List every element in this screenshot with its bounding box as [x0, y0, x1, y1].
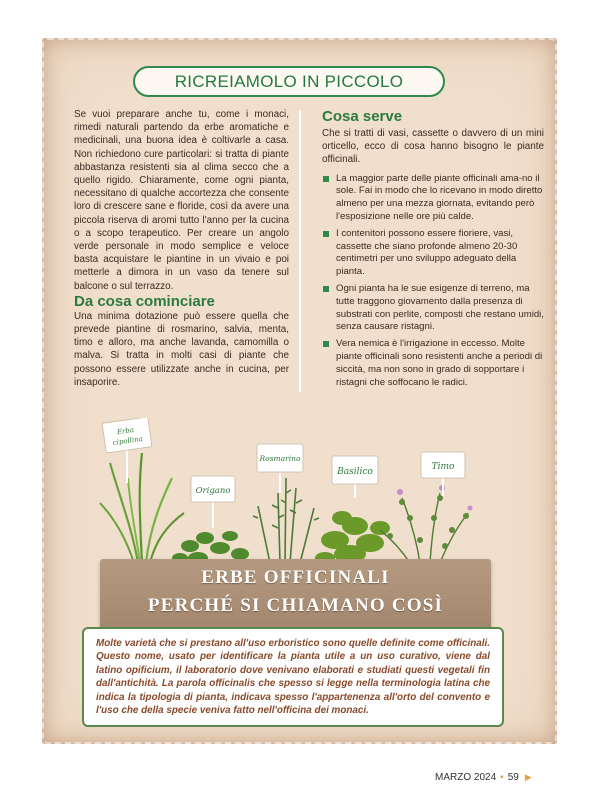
- left-intro-text: Se vuoi preparare anche tu, come i monaci, rimedi naturali partendo da erbe aromatiche e medicinali, una buona idea è coltivarle a casa. Non richiedono cure particolari: si tratta di piante abbastanza resistenti sia al clima secco che a quello rigido. Chiaramente, come ogni pianta, necessitano di qualche accortezza che consente loro di crescere sane e floride, così da avere una piccola riserva di aromi tutto l'anno per la cucina o a scopo terapeutico. Per creare un angolo verde personale in modo semplice e veloce basta acquistare le piantine in un vivaio e poi metterle a dimora in un vaso da tenere sul balcone o sul terrazzo.: [74, 109, 289, 292]
- label-basilico: Basilico: [337, 467, 373, 477]
- list-item: [322, 283, 544, 334]
- left-section-body: Una minima dotazione può essere quella che prevede piantine di rosmarino, salvia, menta, timo e alloro, ma anche lavanda, camomilla o malva. Si tratta in molti casi di piante che possono essere utilizzate anche in cucina, per insaporire.: [74, 310, 289, 388]
- info-note-text: Molte varietà che si prestano all'uso erboristico sono quelle definite come officinali. Questo nome, usato per identificare la pianta utile a un uso curativo, viene dal latino opificium, il laboratorio dove venivano elaborati e studiati questi vegetali fin dall'antichità. La parola officinalis che spesso si legge nella terminologia latina che indica la tipologia di pianta, indicava spesso l'appartenenza all'orto del convento e l'uso che della specie veniva fatto nell'officina dei monaci.: [96, 638, 490, 717]
- timo-plant: [380, 485, 473, 563]
- basilico-plant: [315, 511, 390, 564]
- list-item-text: I contenitori possono essere fioriere, vasi, cassette che siano profonde almeno 20-30 centimetri per uno sviluppo adeguato della pianta.: [336, 227, 518, 278]
- title-banner: [133, 66, 445, 97]
- section-heading-da-cosa-cominciare: Da cosa cominciare: [74, 292, 215, 310]
- info-note-box: [82, 627, 504, 727]
- page-number: 59: [507, 772, 519, 783]
- page-footer: [435, 772, 532, 783]
- list-item: [322, 228, 544, 279]
- board-heading-line1: ERBE OFFICINALI: [201, 567, 390, 588]
- list-item-text: Vera nemica è l'irrigazione in eccesso. Molte piante officinali sono resistenti anche a periodi di siccità, ma non sono in grado di sopportare i ristagni che soffocano le radici.: [336, 338, 543, 388]
- right-column: [322, 108, 544, 393]
- label-erba: Erba: [116, 426, 135, 437]
- column-divider: [299, 110, 301, 392]
- next-page-arrow-icon: ▶: [524, 772, 532, 782]
- erba-cipollina-plant: [100, 453, 184, 563]
- right-intro-text: Che si tratti di vasi, cassette o davvero di un mini orticello, ecco di cosa hanno bisogno le piante officinali.: [322, 128, 544, 166]
- list-item-text: Ogni pianta ha le sue esigenze di terreno, ma tutte traggono giovamento dalla presenza di substrati con perlite, composti che restano umidi, senza causare ristagni.: [336, 282, 544, 333]
- board-heading-line2: PERCHÉ SI CHIAMANO COSÌ: [147, 595, 444, 616]
- page-title: RICREIAMOLO IN PICCOLO: [174, 71, 404, 91]
- herb-planter-illustration: [80, 418, 510, 568]
- planter-board: [100, 559, 491, 633]
- rosmarino-plant: [253, 478, 319, 563]
- label-rosmarino: Rosmarino: [259, 454, 301, 463]
- label-timo: Timo: [431, 462, 455, 472]
- footer-separator: ▪: [500, 772, 504, 783]
- list-item: [322, 338, 544, 389]
- label-cipollina: cipollina: [112, 434, 144, 448]
- section-heading-cosa-serve: Cosa serve: [322, 108, 403, 125]
- list-item-text: La maggior parte delle piante officinali ama-no il sole. Fai in modo che lo ricevano in modo diretto almeno per una mezza giornata, evitando però l'esposizione nelle ore più calde.: [336, 172, 543, 222]
- label-origano: Origano: [195, 486, 231, 496]
- needs-list: [322, 173, 544, 390]
- left-column: [74, 108, 289, 389]
- list-item: [322, 173, 544, 224]
- footer-month: MARZO 2024: [435, 772, 497, 783]
